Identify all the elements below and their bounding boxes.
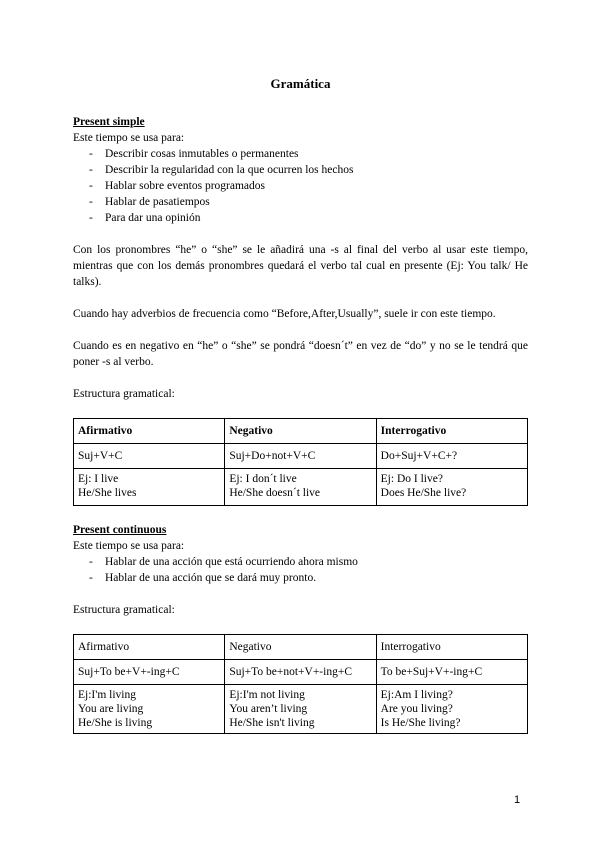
table-header-cell: Interrogativo (376, 635, 527, 660)
list-item: - Hablar sobre eventos programados (89, 180, 265, 192)
table-row (74, 469, 528, 506)
table-cell: Suj+Do+not+V+C (225, 444, 376, 469)
table-header-cell: Afirmativo (74, 635, 225, 660)
present-continuous-uses-list (73, 554, 528, 586)
table-cell: Ej:Am I living? Are you living? Is He/She living? (376, 685, 527, 734)
table-header-cell: Negativo (225, 635, 376, 660)
table-cell: Suj+To be+not+V+-ing+C (225, 660, 376, 685)
present-continuous-structure-label: Estructura gramatical: (73, 604, 175, 616)
table-header-cell: Interrogativo (376, 419, 527, 444)
table-cell: Suj+V+C (74, 444, 225, 469)
table-cell: Ej:I'm not living You aren’t living He/She isn't living (225, 685, 376, 734)
page-number: 1 (514, 794, 521, 806)
present-simple-structure-label: Estructura gramatical: (73, 388, 175, 400)
present-simple-uses-list (73, 146, 528, 226)
list-item: - Hablar de pasatiempos (89, 196, 210, 208)
table-cell: Ej: I don´t live He/She doesn´t live (225, 469, 376, 506)
table-cell: To be+Suj+V+-ing+C (376, 660, 527, 685)
table-cell: Suj+To be+V+-ing+C (74, 660, 225, 685)
list-item: - Para dar una opinión (89, 212, 201, 224)
present-continuous-table (73, 634, 528, 734)
present-simple-paragraph-2: Cuando hay adverbios de frecuencia como “Before,After,Usually”, suele ir con este tiempo. (73, 308, 496, 320)
table-header-cell: Negativo (225, 419, 376, 444)
table-header-cell: Afirmativo (74, 419, 225, 444)
table-cell: Ej: Do I live? Does He/She live? (376, 469, 527, 506)
table-header-row (74, 635, 528, 660)
table-cell: Ej: I live He/She lives (74, 469, 225, 506)
table-row (74, 660, 528, 685)
present-continuous-heading: Present continuous (73, 524, 167, 536)
list-item: - Describir la regularidad con la que ocurren los hechos (89, 164, 354, 176)
list-item: - Hablar de una acción que está ocurriendo ahora mismo (89, 556, 358, 568)
present-continuous-intro: Este tiempo se usa para: (73, 540, 185, 552)
page-content (73, 76, 528, 734)
table-row (74, 444, 528, 469)
present-simple-paragraph-1: Con los pronombres “he” o “she” se le añadirá una -s al final del verbo al usar este tiempo, mientras que con los demás pronombres quedará el verbo tal cual en presente (Ej: You talk/ He talks). (73, 244, 528, 288)
table-cell: Ej:I'm living You are living He/She is living (74, 685, 225, 734)
present-simple-heading: Present simple (73, 116, 145, 128)
list-item: - Hablar de una acción que se dará muy pronto. (89, 572, 317, 584)
present-simple-paragraph-3: Cuando es en negativo en “he” o “she” se pondrá “doesn´t” en vez de “do” y no se le tendrá que poner -s al verbo. (73, 340, 528, 368)
present-simple-intro: Este tiempo se usa para: (73, 132, 185, 144)
table-header-row (74, 419, 528, 444)
list-item: - Describir cosas inmutables o permanentes (89, 148, 299, 160)
present-simple-table (73, 418, 528, 506)
page-title: Gramática (270, 76, 331, 91)
table-cell: Do+Suj+V+C+? (376, 444, 527, 469)
table-row (74, 685, 528, 734)
